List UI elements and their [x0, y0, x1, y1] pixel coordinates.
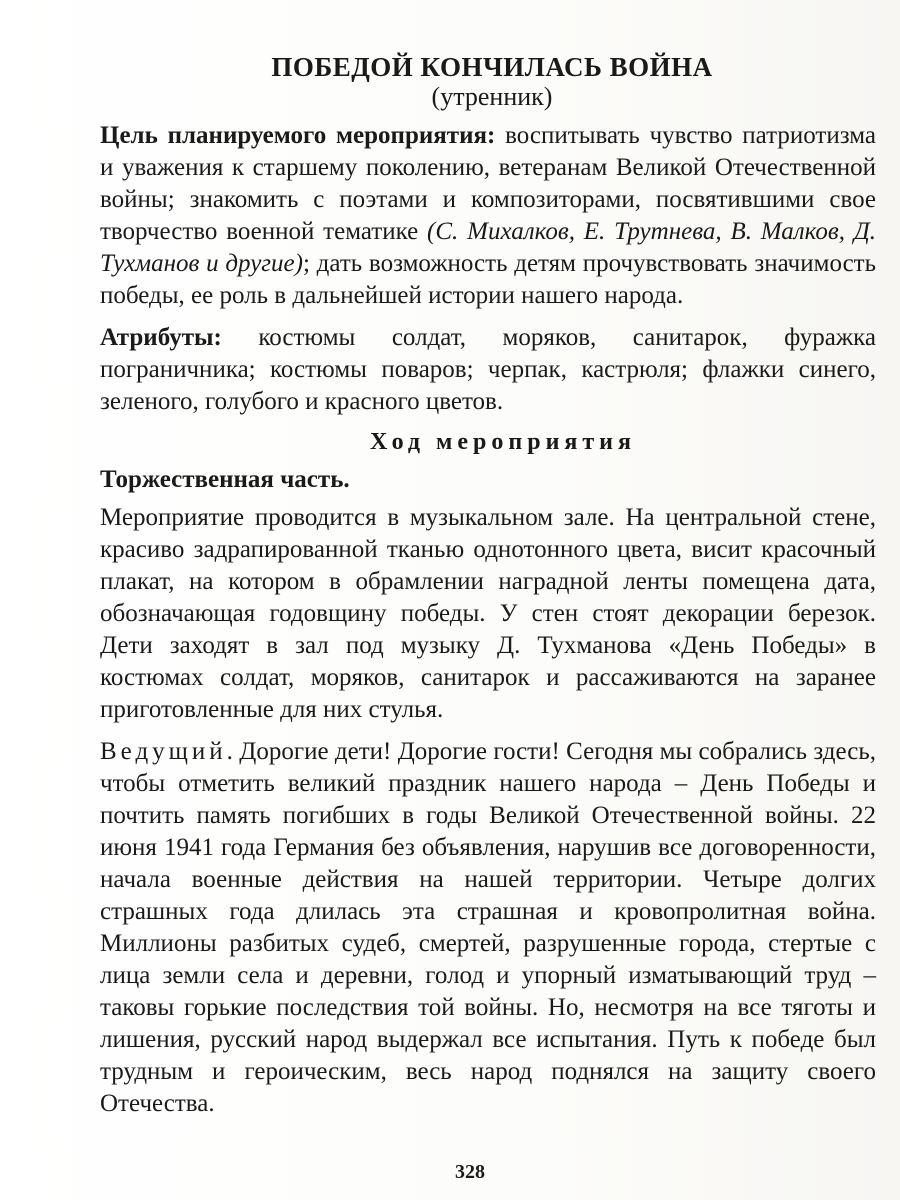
goal-paragraph — [100, 120, 876, 312]
attributes-paragraph — [100, 322, 876, 418]
goal-label: Цель планируемого мероприятия: — [100, 122, 496, 149]
section-heading: Ход мероприятия — [370, 429, 636, 455]
page-number: 328 — [455, 1161, 485, 1183]
speech-text: . Дорогие дети! Дорогие гости! Сегодня мы собрались здесь, чтобы отметить великий праздник нашего народа – День Победы и почтить память погибших в годы Великой Отечественной войны. 22 июня 1941 года Германия без объявления, нарушив все договоренности, начала военные действия на нашей территории. Четыре долгих страшных года длилась эта страшная и кровопролитная война. Миллионы разбитых судеб, смертей, разрушенные города, стертые с лица земли села и деревни, голод и упорный изматывающий труд – таковы горькие последствия той войны. Но, несмотря на все тяготы и лишения, русский народ выдержал все испытания. Путь к победе был трудным и героическим, весь народ поднялся на защиту своего Отечества. — [100, 738, 876, 1117]
part-heading: Торжественная часть. — [100, 466, 350, 493]
attributes-text: костюмы солдат, моряков, санитарок, фуражка пограничника; костюмы поваров; черпак, кастрюля; флажки синего, зеленого, голубого и красного цветов. — [100, 324, 876, 415]
goal-text-1: воспитывать чувство патриотизма и уважения к старшему поколению, ветеранам Великой Отечественной войны; знакомить с поэтами и композиторами, посвятившими свое творчество военной тематике — [100, 122, 876, 245]
spacer — [100, 726, 876, 736]
speech-paragraph — [100, 736, 876, 1120]
page-title: ПОБЕДОЙ КОНЧИЛАСЬ ВОЙНА — [271, 52, 713, 82]
description-paragraph: Мероприятие проводится в музыкальном зале. На центральной стене, красиво задрапированной тканью однотонного цвета, висит красочный плакат, на котором в обрамлении наградной ленты помещена дата, обозначающая годовщину победы. У стен стоят декорации березок. Дети заходят в зал под музыку Д. Тухманова «День Победы» в костюмах солдат, моряков, санитарок и рассаживаются на заранее приготовленные для них стулья. — [100, 504, 876, 723]
speaker-name: Ведущий — [100, 738, 227, 765]
spacer — [100, 312, 876, 322]
page-subtitle: (утренник) — [431, 82, 553, 111]
goal-text-2: ; дать возможность детям прочувствовать значимость победы, ее роль в дальнейшей истории нашего народа. — [100, 250, 877, 309]
attributes-label: Атрибуты: — [100, 324, 222, 351]
goal-italic-authors: (С. Михалков, Е. Трутнева, В. Малков, Д. Тухманов и другие) — [100, 218, 876, 277]
